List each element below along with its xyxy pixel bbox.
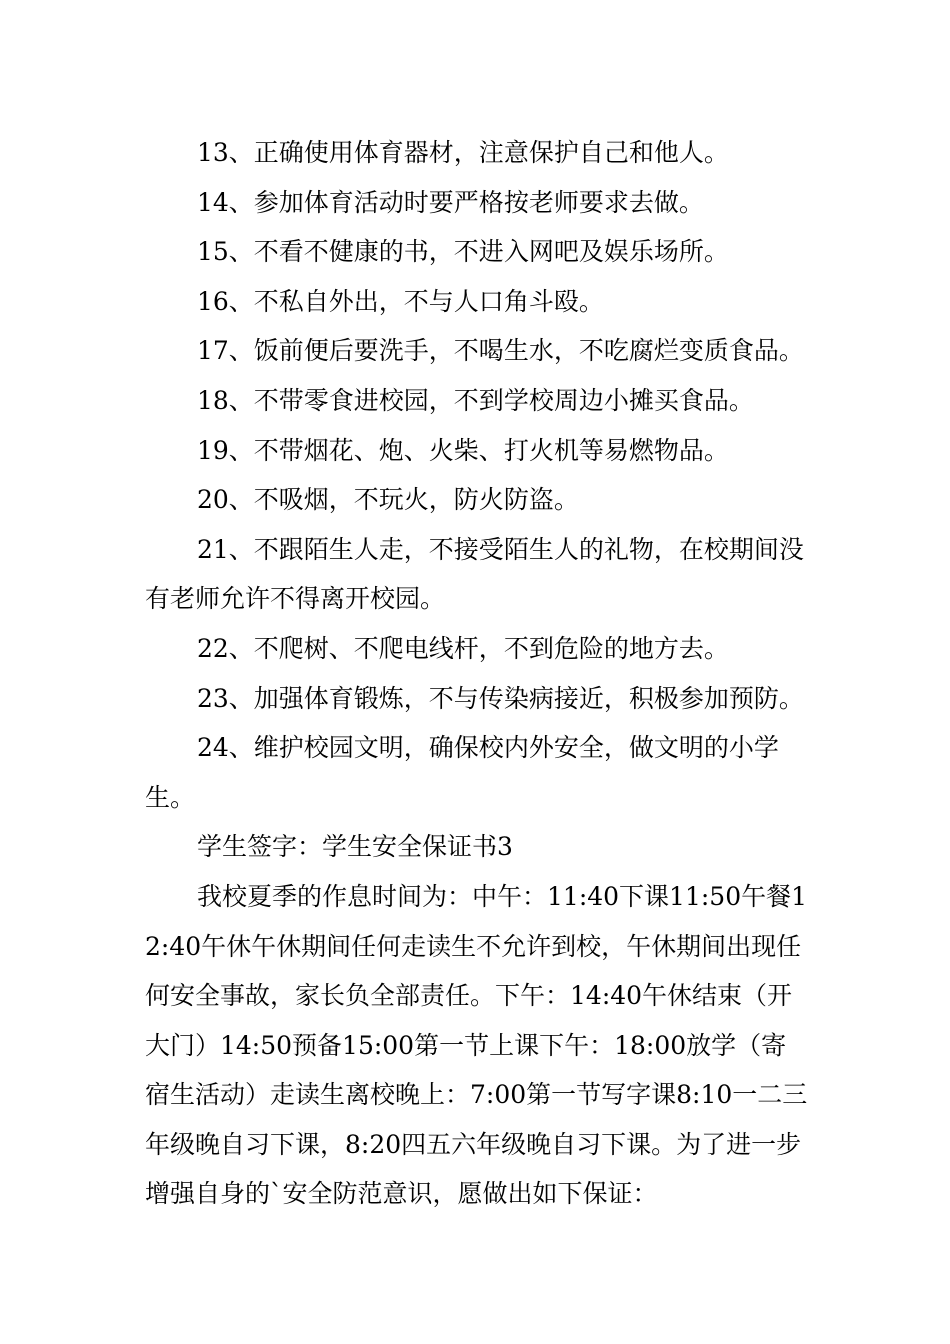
rule-item-22: 22、不爬树、不爬电线杆，不到危险的地方去。 (197, 633, 729, 663)
rule-item-21: 21、不跟陌生人走，不接受陌生人的礼物，在校期间没有老师允许不得离开校园。 (145, 534, 804, 614)
rule-item-17: 17、饭前便后要洗手，不喝生水，不吃腐烂变质食品。 (197, 336, 804, 366)
rule-item-18: 18、不带零食进校园，不到学校周边小摊买食品。 (197, 385, 754, 415)
rule-item-16: 16、不私自外出，不与人口角斗殴。 (197, 286, 604, 316)
rule-item-13: 13、正确使用体育器材，注意保护自己和他人。 (197, 138, 729, 167)
rule-item-20: 20、不吸烟，不玩火，防火防盗。 (197, 485, 579, 515)
document-body (145, 128, 810, 1219)
rule-item-19: 19、不带烟花、炮、火柴、打火机等易燃物品。 (197, 435, 729, 465)
rule-item-23: 23、加强体育锻炼，不与传染病接近，积极参加预防。 (197, 683, 804, 713)
rule-item-24: 24、维护校园文明，确保校内外安全，做文明的小学生。 (145, 733, 779, 812)
schedule-paragraph: 我校夏季的作息时间为：中午：11:40下课11:50午餐12:40午休午休期间任何走读生不允许到校，午休期间出现任何安全事故，家长负全部责任。下午：14:40午休结束（开大门）14:50预备15:00第一节上课下午：18:00放学（寄宿生活动）走读生离校晚上：7:00第一节写字课8:10一二三年级晚自习下课，8:20四五六年级晚自习下课。为了进一步增强自身的`安全防范意识，愿做出如下保证： (145, 881, 808, 1209)
rule-item-15: 15、不看不健康的书，不进入网吧及娱乐场所。 (197, 237, 729, 267)
signature-and-title-line: 学生签字：学生安全保证书3 (197, 832, 513, 862)
rule-item-14: 14、参加体育活动时要严格按老师要求去做。 (197, 187, 704, 217)
